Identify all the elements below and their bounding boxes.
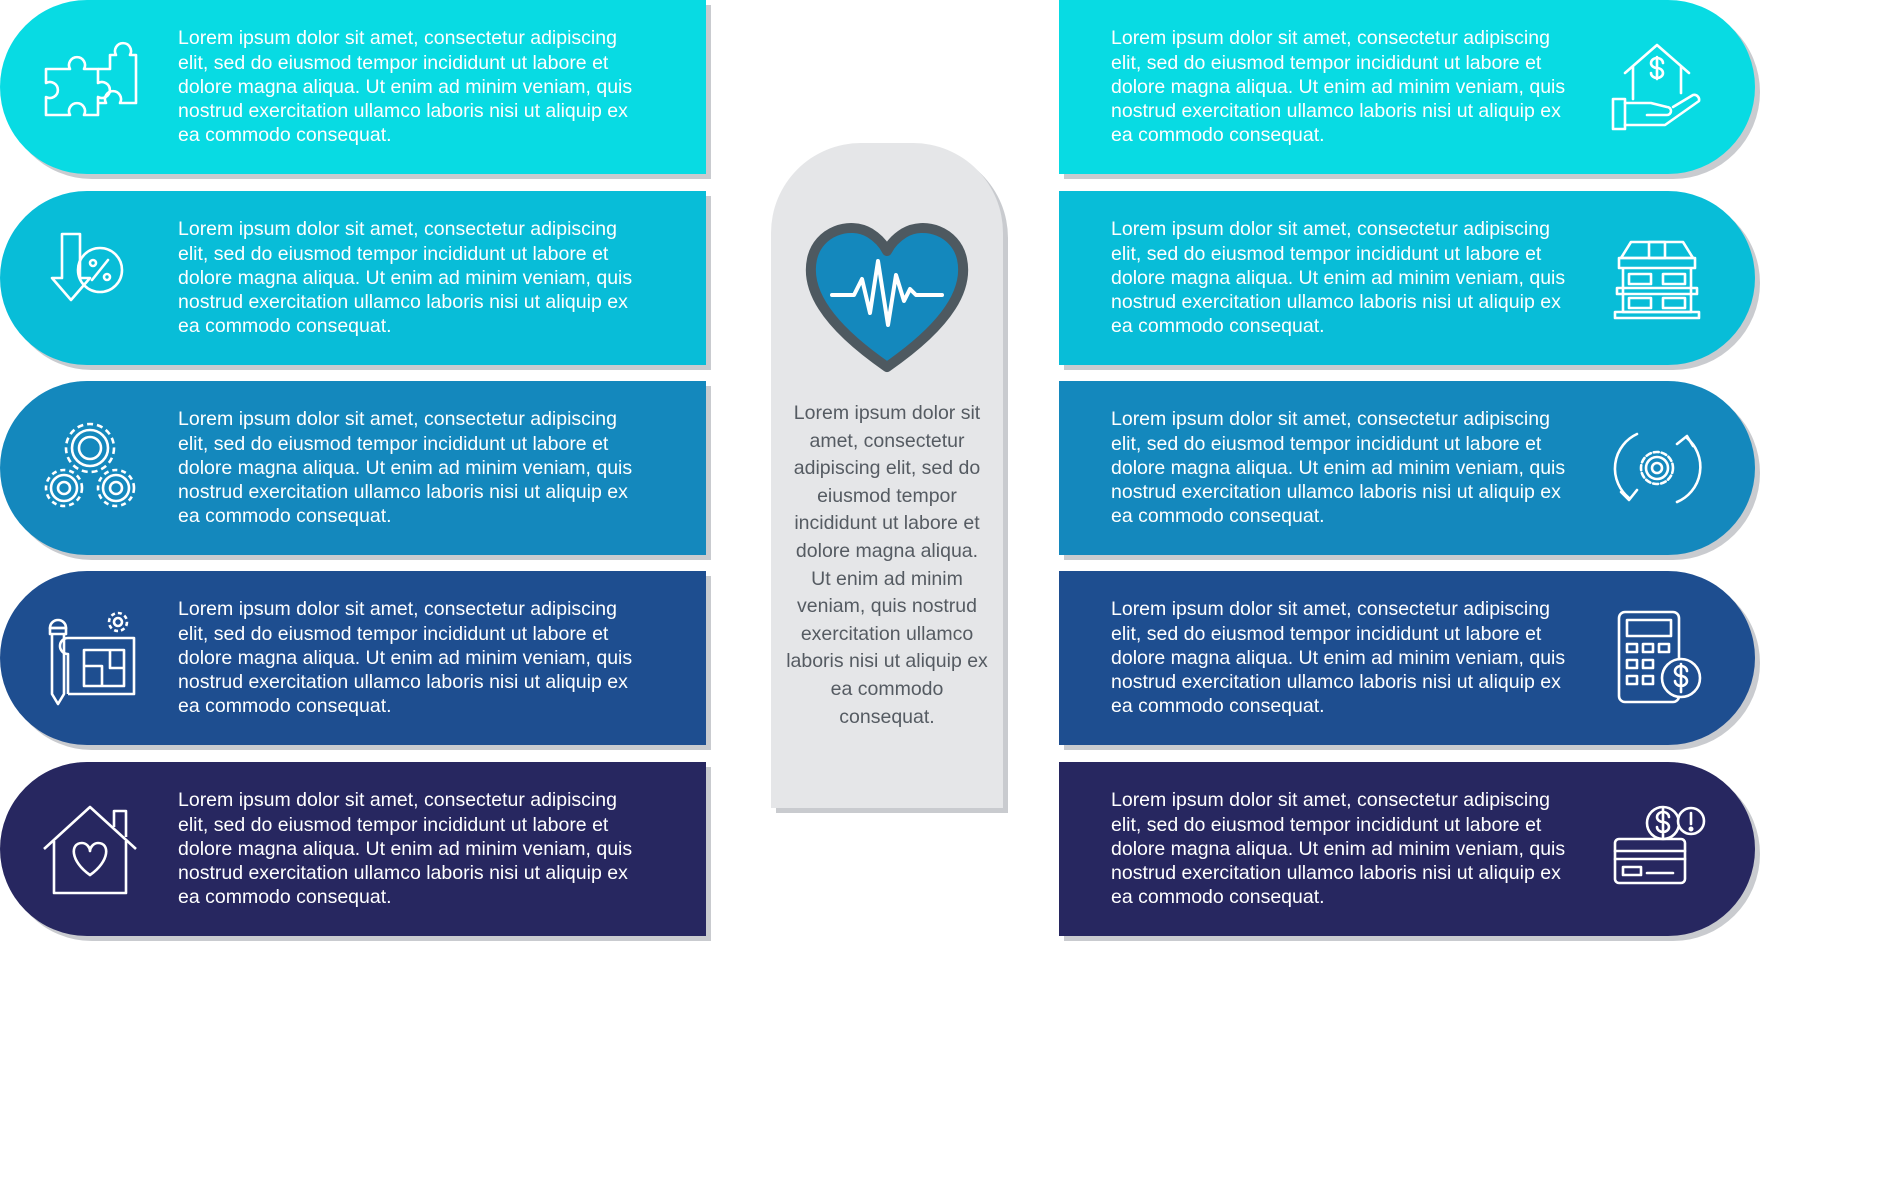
- right-card-3-text: Lorem ipsum dolor sit amet, consectetur adipiscing elit, sed do eiusmod tempor incididunt ut labore et dolore magna aliqua. Ut enim ad minim veniam, quis nostrud exercitation ullamco laboris nisi ut aliquip ex ea commodo consequat.: [1111, 408, 1566, 528]
- right-card-5: [1059, 762, 1755, 936]
- center-panel: [771, 143, 1003, 808]
- calculator-dollar-icon: [1607, 608, 1707, 708]
- right-card-4-text: Lorem ipsum dolor sit amet, consectetur adipiscing elit, sed do eiusmod tempor incididunt ut labore et dolore magna aliqua. Ut enim ad minim veniam, quis nostrud exercitation ullamco laboris nisi ut aliquip ex ea commodo consequat.: [1111, 598, 1566, 718]
- left-card-3: [0, 381, 706, 555]
- right-card-1-text: Lorem ipsum dolor sit amet, consectetur adipiscing elit, sed do eiusmod tempor incididunt ut labore et dolore magna aliqua. Ut enim ad minim veniam, quis nostrud exercitation ullamco laboris nisi ut aliquip ex ea commodo consequat.: [1111, 27, 1566, 147]
- left-card-5: [0, 762, 706, 936]
- blueprint-icon: [40, 608, 140, 708]
- puzzle-icon: [40, 37, 140, 137]
- center-text: Lorem ipsum dolor sit amet, consectetur adipiscing elit, sed do eiusmod tempor incididunt ut labore et dolore magna aliqua. Ut enim ad minim veniam, quis nostrud exercitation ullamco laboris nisi ut aliquip ex ea commodo consequat.: [786, 402, 988, 728]
- left-card-5-text: Lorem ipsum dolor sit amet, consectetur adipiscing elit, sed do eiusmod tempor incididunt ut labore et dolore magna aliqua. Ut enim ad minim veniam, quis nostrud exercitation ullamco laboris nisi ut aliquip ex ea commodo consequat.: [178, 789, 633, 909]
- home-heart-icon: [40, 799, 140, 899]
- right-card-2-text: Lorem ipsum dolor sit amet, consectetur adipiscing elit, sed do eiusmod tempor incididunt ut labore et dolore magna aliqua. Ut enim ad minim veniam, quis nostrud exercitation ullamco laboris nisi ut aliquip ex ea commodo consequat.: [1111, 218, 1566, 338]
- percent-arrow-down-icon: [40, 228, 140, 328]
- left-card-4-text: Lorem ipsum dolor sit amet, consectetur adipiscing elit, sed do eiusmod tempor incididunt ut labore et dolore magna aliqua. Ut enim ad minim veniam, quis nostrud exercitation ullamco laboris nisi ut aliquip ex ea commodo consequat.: [178, 598, 633, 718]
- hand-house-dollar-icon: [1607, 37, 1707, 137]
- heart-pulse-icon: [802, 217, 972, 377]
- left-card-2: [0, 191, 706, 365]
- right-card-4: [1059, 571, 1755, 745]
- right-card-1: [1059, 0, 1755, 174]
- gear-cycle-icon: [1607, 418, 1707, 518]
- left-card-1: [0, 0, 706, 174]
- gears-icon: [40, 418, 140, 518]
- building-icon: [1607, 228, 1707, 328]
- left-card-3-text: Lorem ipsum dolor sit amet, consectetur adipiscing elit, sed do eiusmod tempor incididunt ut labore et dolore magna aliqua. Ut enim ad minim veniam, quis nostrud exercitation ullamco laboris nisi ut aliquip ex ea commodo consequat.: [178, 408, 633, 528]
- left-card-4: [0, 571, 706, 745]
- right-card-5-text: Lorem ipsum dolor sit amet, consectetur adipiscing elit, sed do eiusmod tempor incididunt ut labore et dolore magna aliqua. Ut enim ad minim veniam, quis nostrud exercitation ullamco laboris nisi ut aliquip ex ea commodo consequat.: [1111, 789, 1566, 909]
- left-card-1-text: Lorem ipsum dolor sit amet, consectetur adipiscing elit, sed do eiusmod tempor incididunt ut labore et dolore magna aliqua. Ut enim ad minim veniam, quis nostrud exercitation ullamco laboris nisi ut aliquip ex ea commodo consequat.: [178, 27, 633, 147]
- left-card-2-text: Lorem ipsum dolor sit amet, consectetur adipiscing elit, sed do eiusmod tempor incididunt ut labore et dolore magna aliqua. Ut enim ad minim veniam, quis nostrud exercitation ullamco laboris nisi ut aliquip ex ea commodo consequat.: [178, 218, 633, 338]
- right-card-2: [1059, 191, 1755, 365]
- credit-card-alert-icon: [1607, 799, 1707, 899]
- right-card-3: [1059, 381, 1755, 555]
